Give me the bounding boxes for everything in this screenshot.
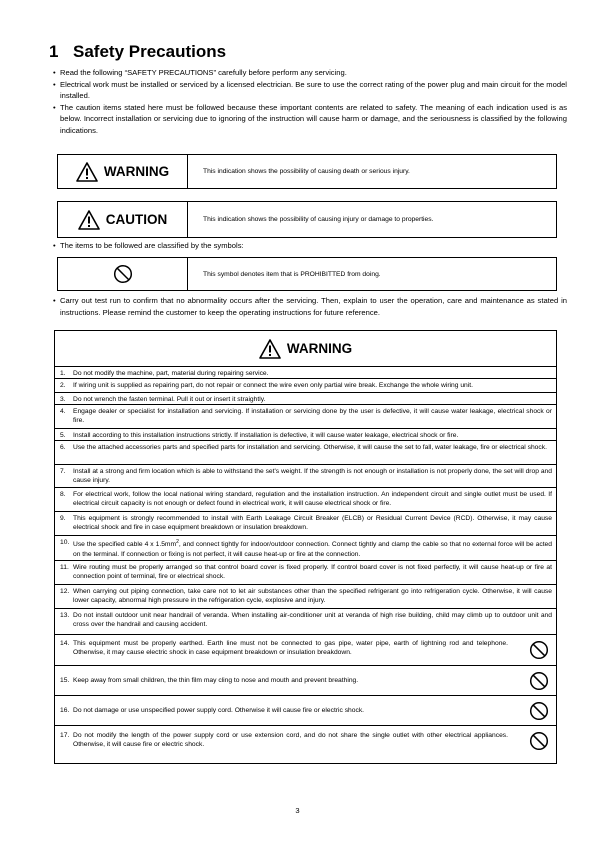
warning-item: 10. Use the specified cable 4 x $1.5mm^2$, and connect tightly for indoor/outdoor connection. Connect tightly and clamp the cable so that no external force will be acted on the terminal. If connection or fixing is not perfect, it will cause heat-up or fire at the connection. — [55, 536, 556, 561]
intro-bullet: • Read the following “SAFETY PRECAUTIONS” carefully before perform any servicing. — [53, 67, 567, 79]
warning-item: 8. For electrical work, follow the local national wiring standard, regulation and the installation instruction. An independent circuit and single outlet must be used. If electrical circuit capacity is not enough or defect found in electrical work, it will cause electrical shock or fire. — [55, 488, 556, 512]
test-run-bullet: • Carry out test run to confirm that no abnormality occurs after the servicing. Then, explain to user the operation, care and maintenance as stated in instructions. Please remind the customer to keep the operating instructions for future reference. — [53, 295, 567, 318]
prohibited-description: This symbol denotes item that is PROHIBITTED from doing. — [203, 270, 381, 278]
warning-item: 9. This equipment is strongly recommended to install with Earth Leakage Circuit Breaker (ELCB) or Residual Current Device (RCD). Otherwise, it may cause electrical shock and fire in case equipment breakdown or insulation breakdown. — [55, 512, 556, 536]
warning-item: 5. Install according to this installation instructions strictly. If installation is defective, it will cause water leakage, electrical shock or fire. — [55, 429, 556, 441]
warning-item-prohibited: 16. Do not damage or use unspecified power supply cord. Otherwise it will cause fire or electric shock. — [55, 696, 556, 726]
warning-item: 4. Engage dealer or specialist for installation and servicing. If installation or servicing done by the user is defective, it will cause water leakage, electrical shock or fire. — [55, 405, 556, 429]
warning-item: 3. Do not wrench the fasten terminal. Pull it out or insert it straightly. — [55, 393, 556, 405]
warning-table-title: WARNING — [286, 341, 353, 356]
test-run-bullet-list — [53, 295, 567, 318]
symbols-bullet-list — [53, 240, 567, 252]
warning-table-header — [55, 331, 556, 367]
intro-bullet-list — [53, 67, 567, 137]
intro-bullet: • The caution items stated here must be followed because these important contents are related to safety. The meaning of each indication used is as below. Incorrect installation or servicing due to ignoring of the instruction will cause harm or damage, and the seriousness is classified by the following indications. — [53, 102, 567, 137]
warning-item: 7. Install at a strong and firm location which is able to withstand the set's weight. If the strength is not enough or installation is not properly done, the set will drop and cause injury. — [55, 465, 556, 488]
section-title: Safety Precautions — [73, 42, 227, 61]
warning-label-cell — [58, 155, 188, 188]
warning-item: 1. Do not modify the machine, part, material during repairing service. — [55, 367, 556, 379]
section-number: 1 — [49, 42, 59, 61]
section-heading — [49, 42, 226, 62]
caution-label: CAUTION — [105, 212, 168, 227]
prohibited-icon — [529, 671, 549, 691]
warning-item: 6. Use the attached accessories parts and specified parts for installation and servicing. Otherwise, it will cause the set to fall, water leakage, fire or electrical shock. — [55, 441, 556, 465]
warning-triangle-icon — [76, 162, 98, 182]
warning-item: 2. If wiring unit is supplied as repairing part, do not repair or connect the wire even only partial wire break. Exchange the whole wiring unit. — [55, 379, 556, 393]
caution-triangle-icon — [78, 210, 100, 230]
page-number: 3 — [295, 806, 300, 815]
prohibited-icon — [529, 640, 549, 660]
caution-indication-box — [57, 201, 557, 238]
prohibited-icon — [113, 264, 133, 284]
warning-item: 12. When carrying out piping connection, take care not to let air substances other than the specified refrigerant go into refrigeration cycle. Otherwise, it will cause lower capacity, abnormal high pressure in the refrigeration cycle, explosive and injury. — [55, 585, 556, 609]
prohibited-icon — [529, 731, 549, 751]
caution-label-cell — [58, 202, 188, 237]
warning-item-prohibited: 15. Keep away from small children, the thin film may cling to nose and mouth and prevent breathing. — [55, 666, 556, 696]
warning-item: 11. Wire routing must be properly arranged so that control board cover is fixed properly. If control board cover is not fixed perfectly, it will cause heat-up or fire at connection point of terminal, fire or electrical shock. — [55, 561, 556, 585]
warning-item: 13. Do not install outdoor unit near handrail of veranda. When installing air-conditioner unit at veranda of high rise building, child may climb up to outdoor unit and cross over the handrail and causing accident. — [55, 609, 556, 635]
warning-item-prohibited: 17. Do not modify the length of the power supply cord or use extension cord, and do not share the single outlet with other electrical appliances. Otherwise, it will cause fire or electric shock. — [55, 726, 556, 755]
warning-indication-box — [57, 154, 557, 189]
prohibited-symbol-cell — [58, 258, 188, 290]
prohibited-icon — [529, 701, 549, 721]
intro-bullet: • Electrical work must be installed or serviced by a licensed electrician. Be sure to use the correct rating of the power plug and main circuit for the model installed. — [53, 79, 567, 102]
warning-triangle-icon — [259, 339, 281, 359]
symbols-bullet: • The items to be followed are classified by the symbols: — [53, 240, 567, 252]
caution-description: This indication shows the possibility of causing injury or damage to properties. — [203, 216, 434, 223]
warning-label: WARNING — [103, 164, 170, 179]
warning-item-prohibited: 14. This equipment must be properly earthed. Earth line must not be connected to gas pipe, water pipe, earth of lightning rod and telephone. Otherwise, it may cause electric shock in case equipment breakdown or insulation breakdown. — [55, 635, 556, 666]
warning-table — [54, 330, 557, 764]
prohibited-symbol-box — [57, 257, 557, 291]
warning-description: This indication shows the possibility of causing death or serious injury. — [203, 168, 410, 175]
